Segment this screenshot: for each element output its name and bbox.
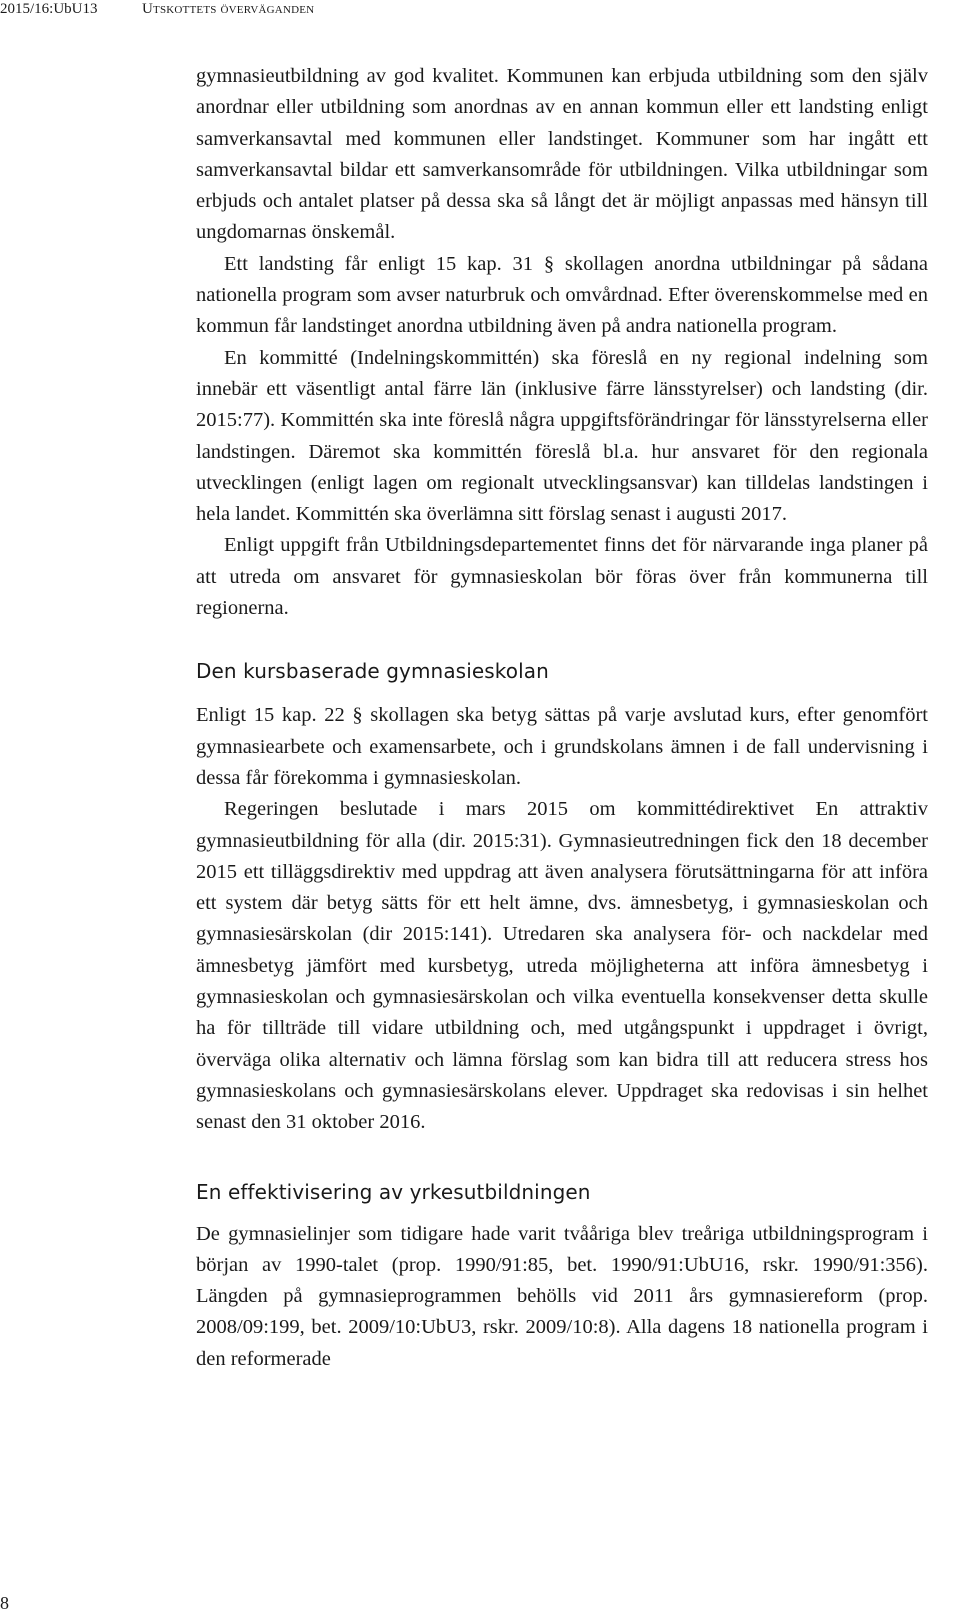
body-paragraph: Enligt 15 kap. 22 § skollagen ska betyg sättas på varje avslutad kurs, efter genomfört gymnasiearbete och examensarbete, och i grundskolans ämnen i de fall undervisning i dessa får förekomma i gymnasieskolan. [196, 704, 928, 789]
body-paragraph: De gymnasielinjer som tidigare hade varit tvååriga blev treåriga utbildningsprogram i början av 1990-talet (prop. 1990/91:85, bet. 1990/91:UbU16, rskr. 1990/91:356). Längden på gymnasieprogrammen behölls vid 2011 års gymnasiereform (prop. 2008/09:199, bet. 2009/10:UbU3, rskr. 2009/10:8). Alla dagens 18 nationella program i den reformerade [196, 1222, 928, 1370]
page-number: 8 [0, 1593, 9, 1613]
section-heading-kursbaserade: Den kursbaserade gymnasieskolan [196, 659, 549, 684]
section-label: Utskottets överväganden [142, 1, 315, 17]
body-paragraph: gymnasieutbildning av god kvalitet. Kommunen kan erbjuda utbildning som den själv anordnar eller utbildning som anordnas av en annan kommun eller ett landsting enligt samverkansavtal med kommunen eller landstinget. Kommuner som har ingått ett samverkansavtal bildar ett samverkansområde för utbildningen. Vilka utbildningar som erbjuds och antalet platser på dessa ska så långt det är möjligt anpassas med hänsyn till ungdomarnas önskemål. [196, 65, 928, 244]
body-paragraph: Ett landsting får enligt 15 kap. 31 § skollagen anordna utbildningar på sådana nationella program som avser naturbruk och omvårdnad. Efter överenskommelse med en kommun får landstinget anordna utbildning även på andra nationella program. [196, 252, 928, 338]
body-paragraph: Regeringen beslutade i mars 2015 om kommittédirektivet En attraktiv gymnasieutbildning för alla (dir. 2015:31). Gymnasieutredningen fick den 18 december 2015 ett tilläggsdirektiv med uppdrag att även analysera förutsättningarna för att införa ett system där betyg sätts för ett helt ämne, dvs. ämnesbetyg, i gymnasieskolan och gymnasiesärskolan (dir 2015:141). Utredaren ska analysera för- och nackdelar med ämnesbetyg jämfört med kursbetyg, utreda möjligheterna att införa ämnesbetyg i gymnasieskolan och gymnasiesärskolan och vilka eventuella konsekvenser detta skulle ha för tillträde till vidare utbildning och, med utgångspunkt i uppdraget i övrigt, överväga olika alternativ och lämna förslag som kan bidra till att reducera stress hos gymnasieskolans och gymnasiesärskolans elever. Uppdraget ska redovisas i sin helhet senast den 31 oktober 2016. [196, 798, 928, 1134]
section-heading-effektivisering: En effektivisering av yrkesutbildningen [196, 1179, 591, 1204]
document-id: 2015/16:UbU13 [0, 1, 98, 17]
body-paragraph: Enligt uppgift från Utbildningsdepartementet finns det för närvarande inga planer på att utreda om ansvaret för gymnasieskolan bör föras över från kommunerna till regionerna. [196, 534, 928, 620]
body-paragraph: En kommitté (Indelningskommittén) ska föreslå en ny regional indelning som innebär ett väsentligt antal färre län (inklusive färre länsstyrelser) och landsting (dir. 2015:77). Kommittén ska inte föreslå några uppgiftsförändringar för länsstyrelserna eller landstingen. Däremot ska kommittén föreslå bl.a. hur ansvaret för den regionala utvecklingen (enligt lagen om regionalt utvecklingsansvar) kan tilldelas landstingen i hela landet. Kommittén ska överlämna sitt förslag senast i augusti 2017. [196, 346, 928, 526]
page-body [196, 61, 928, 1375]
